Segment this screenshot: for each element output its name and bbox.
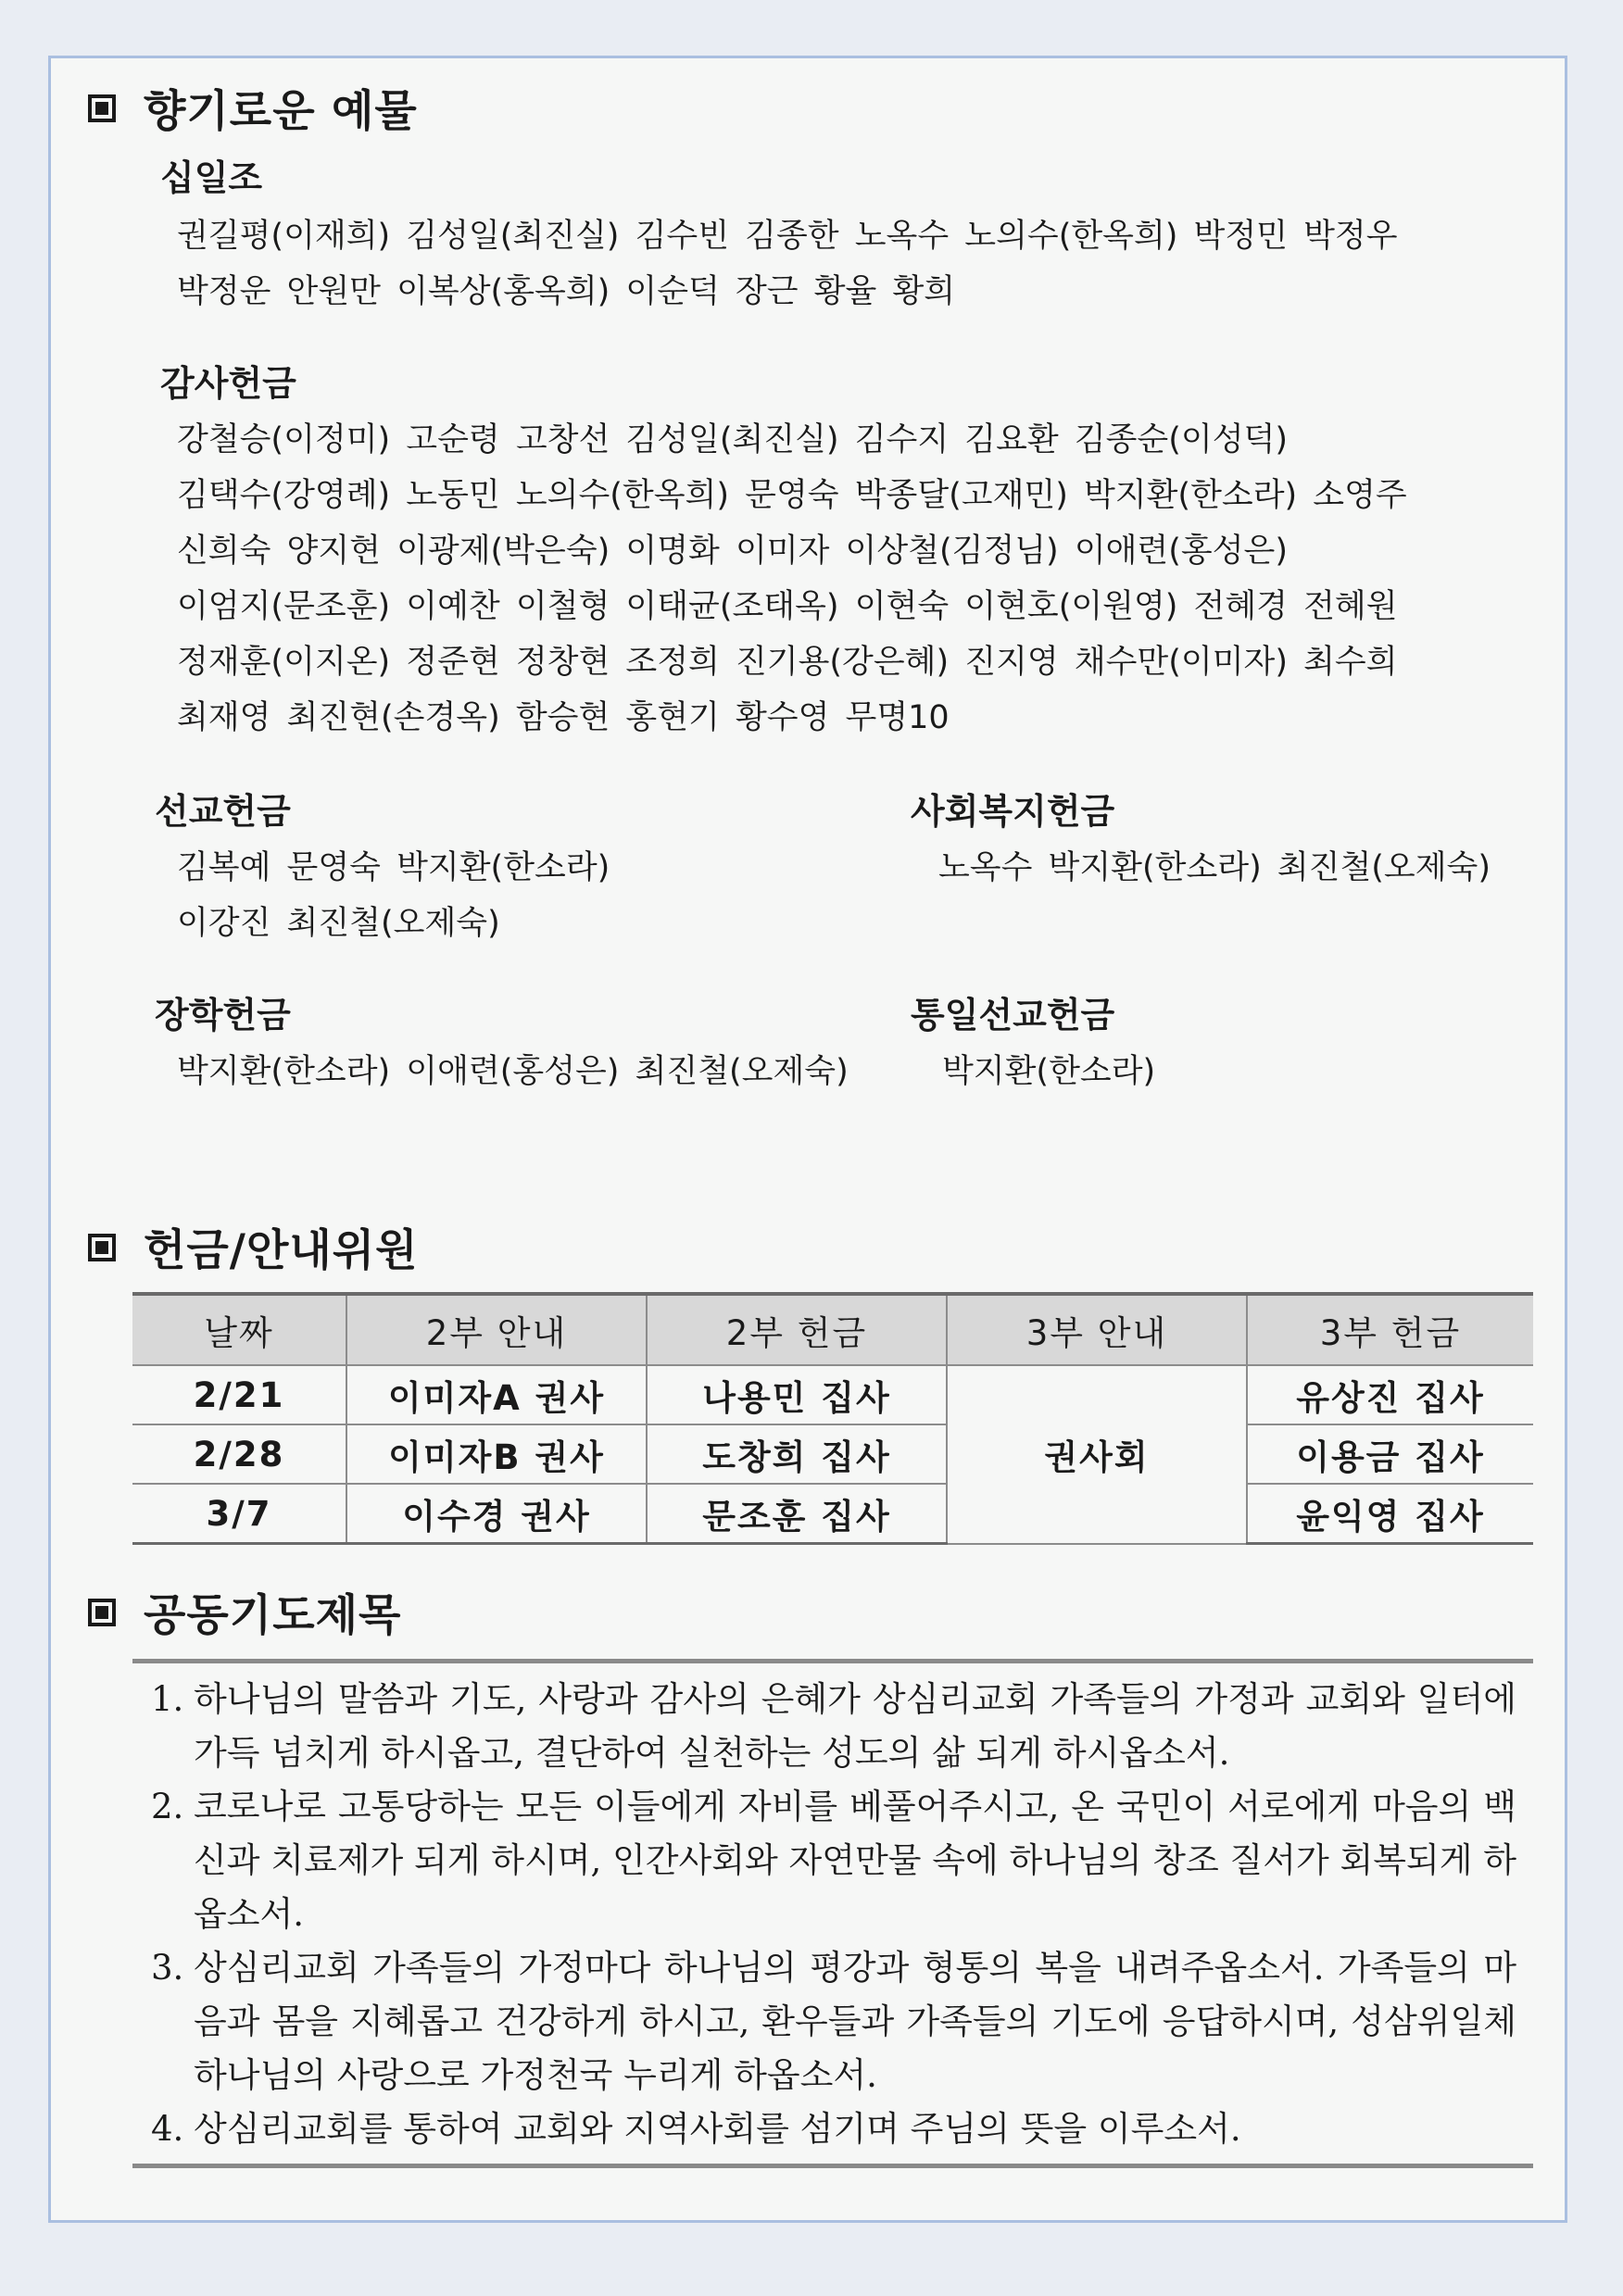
- mission-names: [177, 840, 610, 951]
- prayer-number: 3.: [151, 1948, 184, 1988]
- duty-section-title: [88, 1216, 419, 1278]
- prayer-item: [132, 1780, 1533, 1941]
- name-line: 김복예 문영숙 박지환(한소라): [177, 849, 610, 886]
- square-bullet-icon: [88, 94, 116, 122]
- guide3-merged-cell: 권사회: [947, 1365, 1247, 1544]
- prayer-number: 4.: [151, 2109, 184, 2149]
- name-line: 강철승(이정미) 고순령 고창선 김성일(최진실) 김수지 김요환 김종순(이성덕): [177, 421, 1288, 458]
- prayer-title-text: 공동기도제목: [144, 1590, 402, 1641]
- offering2-cell: 나용민 집사: [647, 1365, 947, 1424]
- offering3-cell: 유상진 집사: [1247, 1365, 1533, 1424]
- guide2-cell: 이수경 권사: [346, 1484, 647, 1544]
- date-cell: 2/21: [132, 1365, 346, 1424]
- name-line: 박정운 안원만 이복상(홍옥희) 이순덕 장근 황율 황희: [177, 273, 956, 310]
- name-line: 권길평(이재희) 김성일(최진실) 김수빈 김종한 노옥수 노의수(한옥희) 박정민 박정우: [177, 218, 1398, 255]
- prayer-number: 2.: [151, 1787, 184, 1826]
- name-line: 박지환(한소라) 이애련(홍성은) 최진철(오제숙): [177, 1053, 849, 1090]
- welfare-label: 사회복지헌금: [911, 791, 1115, 832]
- offering3-cell: 이용금 집사: [1247, 1424, 1533, 1484]
- header-guide2: 2부 안내: [346, 1294, 647, 1365]
- name-line: 신희숙 양지현 이광제(박은숙) 이명화 이미자 이상철(김정님) 이애련(홍성은): [177, 533, 1288, 570]
- square-bullet-icon: [88, 1599, 116, 1626]
- name-line: 이엄지(문조훈) 이예찬 이철형 이태균(조태옥) 이현숙 이현호(이원영) 전혜경 전혜원: [177, 588, 1398, 625]
- table-row: [132, 1365, 1533, 1424]
- prayer-text: 상심리교회를 통하여 교회와 지역사회를 섬기며 주님의 뜻을 이루소서.: [194, 2109, 1241, 2149]
- name-line: 노옥수 박지환(한소라) 최진철(오제숙): [938, 849, 1491, 886]
- offering-section-title: [88, 77, 418, 139]
- prayer-item: [132, 2102, 1533, 2156]
- date-cell: 3/7: [132, 1484, 346, 1544]
- tithe-names: [177, 208, 1398, 320]
- name-line: 김택수(강영례) 노동민 노의수(한옥희) 문영숙 박종달(고재민) 박지환(한소라) 소영주: [177, 477, 1407, 514]
- table-header-row: [132, 1294, 1533, 1365]
- header-date: 날짜: [132, 1294, 346, 1365]
- offering2-cell: 문조훈 집사: [647, 1484, 947, 1544]
- prayer-text: 상심리교회 가족들의 가정마다 하나님의 평강과 형통의 복을 내려주옵소서. 가족들의 마음과 몸을 지혜롭고 건강하게 하시고, 환우들과 가족들의 기도에 응답하시며, 성삼위일체 하나님의 사랑으로 가정천국 누리게 하옵소서.: [194, 1948, 1516, 2095]
- duty-title-text: 헌금/안내위원: [144, 1225, 419, 1276]
- prayer-text: 하나님의 말씀과 기도, 사랑과 감사의 은혜가 상심리교회 가족들의 가정과 교회와 일터에 가득 넘치게 하시옵고, 결단하여 실천하는 성도의 삶 되게 하시옵소서.: [194, 1679, 1516, 1773]
- prayer-number: 1.: [151, 1679, 184, 1719]
- header-guide3: 3부 안내: [947, 1294, 1247, 1365]
- unification-names: [942, 1044, 1155, 1099]
- name-line: 박지환(한소라): [942, 1053, 1156, 1090]
- name-line: 정재훈(이지온) 정준현 정창현 조정희 진기용(강은혜) 진지영 채수만(이미자) 최수희: [177, 644, 1398, 681]
- name-line: 최재영 최진현(손경옥) 함승현 홍현기 황수영 무명10: [177, 699, 950, 736]
- date-cell: 2/28: [132, 1424, 346, 1484]
- offering2-cell: 도창희 집사: [647, 1424, 947, 1484]
- header-offering3: 3부 헌금: [1247, 1294, 1533, 1365]
- guide2-cell: 이미자A 권사: [346, 1365, 647, 1424]
- header-offering2: 2부 헌금: [647, 1294, 947, 1365]
- welfare-names: [938, 840, 1491, 896]
- thanks-label: 감사헌금: [160, 363, 296, 404]
- scholarship-names: [177, 1044, 849, 1099]
- unification-label: 통일선교헌금: [911, 995, 1115, 1035]
- prayer-section-title: [88, 1581, 401, 1643]
- tithe-label: 십일조: [160, 157, 263, 198]
- offering-title-text: 향기로운 예물: [144, 86, 418, 137]
- table-row: [132, 1424, 1533, 1484]
- thanks-names: [177, 412, 1407, 746]
- square-bullet-icon: [88, 1234, 116, 1261]
- prayer-item: [132, 1941, 1533, 2102]
- prayer-text: 코로나로 고통당하는 모든 이들에게 자비를 베풀어주시고, 온 국민이 서로에게 마음의 백신과 치료제가 되게 하시며, 인간사회와 자연만물 속에 하나님의 창조 질서가 회복되게 하옵소서.: [194, 1787, 1516, 1934]
- duty-table: [132, 1292, 1533, 1545]
- name-line: 이강진 최진철(오제숙): [177, 905, 500, 942]
- guide2-cell: 이미자B 권사: [346, 1424, 647, 1484]
- offering3-cell: 윤익영 집사: [1247, 1484, 1533, 1544]
- prayer-list: [132, 1659, 1533, 2168]
- scholarship-label: 장학헌금: [155, 995, 291, 1035]
- bulletin-page: [48, 56, 1567, 2223]
- prayer-item: [132, 1673, 1533, 1780]
- mission-label: 선교헌금: [155, 791, 291, 832]
- table-row: [132, 1484, 1533, 1544]
